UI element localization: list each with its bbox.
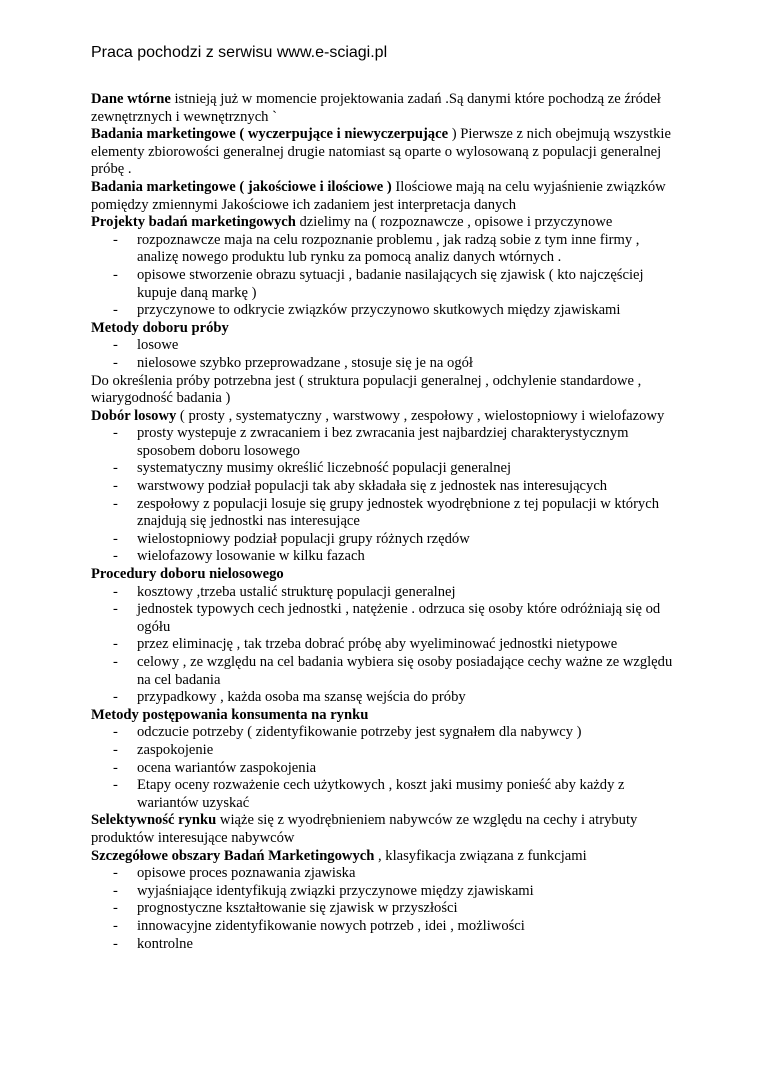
- list-item: - opisowe stworzenie obrazu sytuacji , badanie nasilających się zjawisk ( kto najczęściej kupuje daną markę ): [91, 267, 681, 302]
- paragraph-metody-doboru: [91, 320, 681, 338]
- list-item: - losowe: [91, 337, 681, 355]
- term: Badania marketingowe ( jakościowe i ilościowe ): [91, 178, 392, 195]
- paragraph-metody-konsumenta: [91, 707, 681, 725]
- term: Szczegółowe obszary Badań Marketingowych: [91, 847, 375, 864]
- list-item: - wyjaśniające identyfikują związki przyczynowe między zjawiskami: [91, 883, 681, 901]
- list-item: - jednostek typowych cech jednostki , natężenie . odrzuca się osoby które odróżniają się od ogółu: [91, 601, 681, 636]
- list-konsument: [91, 724, 681, 812]
- list-item: - wielofazowy losowanie w kilku fazach: [91, 548, 681, 566]
- term: Selektywność rynku: [91, 812, 217, 829]
- list-obszary: [91, 865, 681, 953]
- term: Procedury doboru nielosowego: [91, 566, 284, 583]
- paragraph-okreslenie-proby: [91, 373, 681, 408]
- list-losowy: [91, 425, 681, 566]
- definition: ) Pierwsze z nich obejmują wszystkie elementy zbiorowości generalnej drugie natomiast są oparte o wylosowaną z populacji generalnej próbę .: [91, 126, 671, 178]
- list-projekty: [91, 232, 681, 320]
- list-item: - wielostopniowy podział populacji grupy różnych rzędów: [91, 531, 681, 549]
- list-item: - przez eliminację , tak trzeba dobrać próbę aby wyeliminować jednostki nietypowe: [91, 636, 681, 654]
- list-item: - innowacyjne zidentyfikowanie nowych potrzeb , idei , możliwości: [91, 918, 681, 936]
- definition: dzielimy na ( rozpoznawcze , opisowe i przyczynowe: [295, 214, 613, 231]
- definition: istnieją już w momencie projektowania zadań .Są danymi które pochodzą ze źródeł zewnętrznych i wewnętrznych `: [91, 91, 661, 125]
- list-item: - kontrolne: [91, 936, 681, 954]
- list-nielosowy: [91, 584, 681, 707]
- term: Dobór losowy: [91, 407, 177, 424]
- paragraph-projekty-badan: [91, 214, 681, 232]
- list-item: - celowy , ze względu na cel badania wybiera się osoby posiadające cechy ważne ze względu na cel badania: [91, 654, 681, 689]
- paragraph-badania-jakosciowe: [91, 179, 681, 214]
- list-item: - przyczynowe to odkrycie związków przyczynowo skutkowych między zjawiskami: [91, 302, 681, 320]
- definition: wiąże się z wyodrębnieniem nabywców ze względu na cechy i atrybuty produktów interesujące nabywców: [91, 812, 638, 846]
- definition: , klasyfikacja związana z funkcjami: [374, 847, 587, 864]
- paragraph-dobor-losowy: [91, 408, 681, 426]
- term: Projekty badań marketingowych: [91, 214, 296, 231]
- list-metody: [91, 337, 681, 372]
- list-item: - prosty wystepuje z zwracaniem i bez zwracania jest najbardziej charakterystycznym sposobem doboru losowego: [91, 425, 681, 460]
- list-item: - zespołowy z populacji losuje się grupy jednostek wyodrębnione z tej populacji w których znajdują się jednostki nas interesujące: [91, 496, 681, 531]
- list-item: - ocena wariantów zaspokojenia: [91, 760, 681, 778]
- list-item: - przypadkowy , każda osoba ma szansę wejścia do próby: [91, 689, 681, 707]
- list-item: - odczucie potrzeby ( zidentyfikowanie potrzeby jest sygnałem dla nabywcy ): [91, 724, 681, 742]
- list-item: - prognostyczne kształtowanie się zjawisk w przyszłości: [91, 900, 681, 918]
- list-item: - rozpoznawcze maja na celu rozpoznanie problemu , jak radzą sobie z tym inne firmy , analizę nowego produktu lub rynku za pomocą analiz danych wtórnych .: [91, 232, 681, 267]
- list-item: - kosztowy ,trzeba ustalić strukturę populacji generalnej: [91, 584, 681, 602]
- page-header: Praca pochodzi z serwisu www.e-sciagi.pl: [91, 44, 388, 61]
- paragraph-dane-wtorne: [91, 91, 681, 126]
- paragraph-badania-wyczerpujace: [91, 126, 681, 179]
- document-body: [91, 91, 681, 953]
- term: Metody postępowania konsumenta na rynku: [91, 706, 369, 723]
- paragraph-selektywnosc: [91, 812, 681, 847]
- term: Dane wtórne: [91, 91, 171, 107]
- list-item: - warstwowy podział populacji tak aby składała się z jednostek nas interesujących: [91, 478, 681, 496]
- list-item: - opisowe proces poznawania zjawiska: [91, 865, 681, 883]
- term: Metody doboru próby: [91, 319, 229, 336]
- paragraph-obszary-badan: [91, 848, 681, 866]
- list-item: - systematyczny musimy określić liczebność populacji generalnej: [91, 460, 681, 478]
- list-item: - zaspokojenie: [91, 742, 681, 760]
- term: Badania marketingowe ( wyczerpujące i niewyczerpujące: [91, 126, 449, 143]
- list-item: - nielosowe szybko przeprowadzane , stosuje się je na ogół: [91, 355, 681, 373]
- definition: ( prosty , systematyczny , warstwowy , zespołowy , wielostopniowy i wielofazowy: [176, 407, 665, 424]
- definition: Do określenia próby potrzebna jest ( struktura populacji generalnej , odchylenie standardowe , wiarygodność badania ): [91, 372, 642, 407]
- definition: Ilościowe mają na celu wyjaśnienie związków pomiędzy zmiennymi Jakościowe ich zadaniem jest interpretacja danych: [91, 178, 666, 213]
- paragraph-procedury-nielosowe: [91, 566, 681, 584]
- list-item: - Etapy oceny rozważenie cech użytkowych , koszt jaki musimy ponieść aby każdy z wariantów uzyskać: [91, 777, 681, 812]
